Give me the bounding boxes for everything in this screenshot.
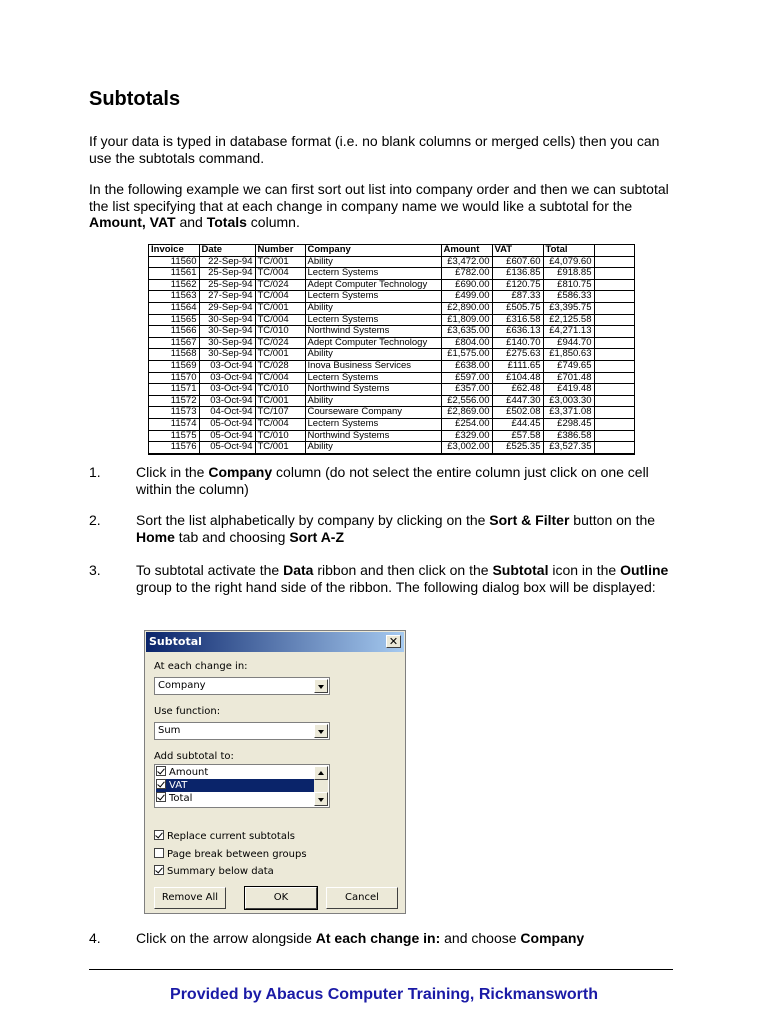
dialog-title: Subtotal (149, 635, 202, 648)
option-label: Page break between groups (167, 849, 307, 860)
table-cell[interactable]: 11563 (170, 290, 197, 302)
step-text (136, 512, 676, 545)
table-cell[interactable]: £3,395.75 (543, 302, 594, 314)
table-cell[interactable]: Lectern Systems (305, 268, 441, 280)
dialog-titlebar[interactable] (146, 632, 404, 652)
table-cell[interactable]: 11569 (170, 360, 197, 371)
option-page-break[interactable] (154, 848, 307, 860)
list-item-label: Amount (169, 767, 209, 778)
empty-cell[interactable] (594, 268, 634, 280)
table-cell[interactable]: £499.00 (441, 291, 492, 303)
table-cell[interactable]: 27-Sep-94 (199, 291, 255, 303)
table-cell[interactable]: £447.30 (492, 395, 543, 407)
table-cell[interactable]: 05-Oct-94 (199, 442, 255, 454)
step-text (136, 930, 676, 947)
example-paragraph (89, 181, 679, 231)
table-cell[interactable]: 25-Sep-94 (199, 268, 255, 280)
table-cell[interactable]: 11566 (170, 325, 197, 337)
at-each-change-select[interactable] (154, 677, 330, 695)
checkbox-checked-icon[interactable] (154, 830, 164, 840)
text-run: and choose (440, 930, 521, 946)
table-cell[interactable]: TC/024 (255, 337, 305, 349)
step-text (136, 562, 676, 595)
use-function-value: Sum (158, 725, 181, 736)
list-item-label: VAT (169, 780, 188, 791)
table-header-row (149, 245, 634, 256)
table-cell[interactable]: 11561 (170, 267, 197, 279)
table-row (149, 407, 634, 419)
table-cell[interactable]: £3,527.35 (543, 442, 594, 454)
table-cell[interactable]: Northwind Systems (305, 430, 441, 442)
table-cell[interactable]: 11565 (170, 314, 197, 325)
text-run: Sort the list alphabetically by company by clicking on the (136, 512, 490, 528)
table-cell[interactable]: £57.58 (492, 430, 543, 442)
table-cell[interactable]: 05-Oct-94 (199, 430, 255, 442)
table-row (149, 384, 634, 396)
table-cell[interactable]: £3,371.08 (543, 407, 594, 419)
checkbox-checked-icon[interactable] (156, 792, 166, 802)
table-cell[interactable]: TC/001 (255, 395, 305, 407)
page-title: Subtotals (89, 88, 181, 110)
text-run: In the following example we can first sort out list into company order and then we can subtotal the list specifying that at each change in company name we would like a subtotal for the (89, 181, 669, 214)
table-row (149, 268, 634, 280)
table-row (149, 256, 634, 268)
cancel-button[interactable]: Cancel (326, 887, 398, 909)
table-cell[interactable]: £111.65 (492, 360, 543, 372)
empty-header-cell (594, 245, 634, 256)
table-cell[interactable]: £505.75 (492, 302, 543, 314)
list-item-label: Total (169, 793, 193, 804)
table-cell[interactable]: £4,271.13 (543, 326, 594, 338)
empty-cell[interactable] (594, 407, 634, 419)
checkbox-checked-icon[interactable] (154, 865, 164, 875)
table-cell[interactable]: Ability (305, 256, 441, 268)
table-cell[interactable]: £918.85 (543, 268, 594, 280)
empty-cell[interactable] (594, 442, 634, 454)
table-cell[interactable]: 11571 (170, 383, 197, 395)
table-cell[interactable]: £3,003.30 (543, 395, 594, 407)
table-cell[interactable]: Ability (305, 302, 441, 314)
table-cell[interactable]: Adept Computer Technology (305, 279, 441, 291)
table-cell[interactable]: Ability (305, 349, 441, 361)
table-cell[interactable]: £810.75 (543, 279, 594, 291)
table-cell[interactable]: 30-Sep-94 (199, 314, 255, 326)
text-run: icon in the (548, 562, 621, 578)
table-cell[interactable]: £4,079.60 (543, 256, 594, 268)
step-number: 2. (89, 512, 101, 528)
table-cell[interactable]: 03-Oct-94 (199, 384, 255, 396)
ok-button[interactable]: OK (245, 887, 317, 909)
table-cell[interactable]: £502.08 (492, 407, 543, 419)
empty-cell[interactable] (594, 395, 634, 407)
table-cell[interactable]: £329.00 (441, 430, 492, 442)
at-each-change-label: At each change in: (154, 661, 248, 672)
text-run: column (do not select the entire column just click on one cell within the column) (136, 464, 649, 497)
table-cell[interactable]: £1,850.63 (543, 349, 594, 361)
table-cell[interactable]: TC/001 (255, 302, 305, 314)
text-run: button on the (569, 512, 656, 528)
table-cell[interactable]: £944.70 (543, 337, 594, 349)
table-cell[interactable]: 11570 (170, 372, 197, 383)
table-row (149, 430, 634, 442)
bold-run: Company (208, 464, 273, 480)
table-cell[interactable]: £3,002.00 (441, 442, 492, 454)
table-row (149, 302, 634, 314)
table-cell[interactable]: 25-Sep-94 (199, 279, 255, 291)
table-cell[interactable]: £44.45 (492, 418, 543, 430)
table-cell[interactable]: £690.00 (441, 279, 492, 291)
table-cell[interactable]: £636.13 (492, 326, 543, 338)
table-cell[interactable]: Lectern Systems (305, 291, 441, 303)
add-subtotal-label: Add subtotal to: (154, 751, 234, 762)
table-cell[interactable]: TC/010 (255, 430, 305, 442)
table-cell[interactable]: Courseware Company (305, 407, 441, 419)
remove-all-button[interactable]: Remove All (154, 887, 226, 909)
empty-cell[interactable] (594, 337, 634, 349)
table-cell[interactable]: 11574 (170, 418, 197, 429)
table-cell[interactable]: 11575 (170, 430, 197, 441)
table-cell[interactable]: £104.48 (492, 372, 543, 384)
table-cell[interactable]: TC/004 (255, 291, 305, 303)
empty-cell[interactable] (594, 430, 634, 442)
table-cell[interactable]: 11567 (170, 337, 197, 348)
table-cell[interactable]: £2,869.00 (441, 407, 492, 419)
use-function-label: Use function: (154, 706, 221, 717)
table-row (149, 442, 634, 454)
table-cell[interactable]: Lectern Systems (305, 418, 441, 430)
table-cell[interactable]: 30-Sep-94 (199, 349, 255, 361)
table-cell[interactable]: TC/004 (255, 314, 305, 326)
table-cell[interactable]: TC/001 (255, 256, 305, 268)
use-function-select[interactable] (154, 722, 330, 740)
table-cell[interactable]: Lectern Systems (305, 314, 441, 326)
table-cell[interactable]: 03-Oct-94 (199, 360, 255, 372)
table-cell[interactable]: £316.58 (492, 314, 543, 326)
table-cell[interactable]: £298.45 (543, 418, 594, 430)
list-item-vat[interactable] (156, 779, 316, 792)
bold-run: At each change in: (315, 930, 441, 946)
column-header: Company (305, 245, 441, 256)
column-header: Amount (441, 245, 492, 256)
table-cell[interactable]: TC/010 (255, 326, 305, 338)
table-cell[interactable]: £140.70 (492, 337, 543, 349)
table-cell[interactable]: 11576 (170, 441, 197, 453)
column-header: Total (543, 245, 594, 256)
option-label: Summary below data (167, 866, 274, 877)
column-header: VAT (492, 245, 543, 256)
table-cell[interactable]: £2,556.00 (441, 395, 492, 407)
table-cell[interactable]: £386.58 (543, 430, 594, 442)
table-cell[interactable]: TC/004 (255, 372, 305, 384)
empty-cell[interactable] (594, 372, 634, 384)
table-cell[interactable]: 29-Sep-94 (199, 302, 255, 314)
table-cell[interactable]: 03-Oct-94 (199, 372, 255, 384)
table-cell[interactable]: 04-Oct-94 (199, 407, 255, 419)
table-cell[interactable]: £419.48 (543, 384, 594, 396)
bold-run: Sort & Filter (489, 512, 570, 528)
table-cell[interactable]: 11564 (170, 302, 197, 313)
chevron-down-icon[interactable] (314, 724, 328, 738)
empty-cell[interactable] (594, 384, 634, 396)
table-row (149, 349, 634, 361)
table-cell[interactable]: £275.63 (492, 349, 543, 361)
table-cell[interactable]: TC/107 (255, 407, 305, 419)
step-number: 1. (89, 464, 101, 480)
table-cell[interactable]: £2,125.58 (543, 314, 594, 326)
table-cell[interactable]: £87.33 (492, 291, 543, 303)
table-cell[interactable]: £638.00 (441, 360, 492, 372)
bold-run: Sort A-Z (289, 528, 345, 545)
footer-divider (89, 969, 673, 970)
table-cell[interactable]: £3,635.00 (441, 326, 492, 338)
table-body (149, 256, 634, 453)
option-summary-below[interactable] (154, 865, 274, 877)
table-cell[interactable]: £701.48 (543, 372, 594, 384)
text-run: Click in the (136, 464, 209, 480)
table-cell[interactable]: TC/001 (255, 442, 305, 454)
table-cell[interactable]: 30-Sep-94 (199, 326, 255, 338)
table-row (149, 418, 634, 430)
bold-run: Data (283, 562, 314, 578)
text-run: and (175, 214, 207, 230)
bold-run: Home (136, 528, 175, 545)
table-cell[interactable]: 11568 (170, 348, 197, 360)
chevron-down-icon[interactable] (314, 679, 328, 693)
table-cell[interactable]: Lectern Systems (305, 372, 441, 384)
table-cell[interactable]: 30-Sep-94 (199, 337, 255, 349)
step-number: 4. (89, 930, 101, 946)
table-cell[interactable]: £607.60 (492, 256, 543, 268)
bold-run: Subtotal (492, 562, 549, 578)
table-cell[interactable]: £2,890.00 (441, 302, 492, 314)
empty-cell[interactable] (594, 256, 634, 268)
bold-run: Totals (206, 214, 247, 230)
table-cell[interactable]: 11573 (170, 406, 197, 418)
bold-run: Outline (620, 562, 669, 578)
table-row (149, 337, 634, 349)
column-header: Number (255, 245, 305, 256)
empty-cell[interactable] (594, 418, 634, 430)
table-cell[interactable]: £749.65 (543, 360, 594, 372)
table-cell[interactable]: £804.00 (441, 337, 492, 349)
table-cell[interactable]: £525.35 (492, 442, 543, 454)
text-run: tab and choosing (174, 528, 290, 545)
step-text (136, 464, 676, 497)
footer-credit: Provided by Abacus Computer Training, Rickmansworth (170, 986, 598, 1003)
bold-run: Company (520, 930, 585, 946)
text-run: ribbon and then click on the (313, 562, 493, 578)
option-label: Replace current subtotals (167, 831, 295, 842)
table-row (149, 395, 634, 407)
scroll-down-icon[interactable] (314, 792, 328, 806)
intro-paragraph: If your data is typed in database format (i.e. no blank columns or merged cells) then you can use the subtotals command. (89, 133, 660, 166)
list-item-total[interactable] (156, 792, 316, 805)
step-number: 3. (89, 562, 101, 578)
option-replace-current[interactable] (154, 830, 295, 842)
table-cell[interactable]: £1,809.00 (441, 314, 492, 326)
table-cell[interactable]: TC/024 (255, 279, 305, 291)
table-cell[interactable]: 11560 (170, 256, 197, 267)
table-cell[interactable]: Ability (305, 395, 441, 407)
bold-run: Amount, VAT (89, 214, 176, 230)
table-cell[interactable]: £120.75 (492, 279, 543, 291)
empty-cell[interactable] (594, 302, 634, 314)
table-cell[interactable]: 05-Oct-94 (199, 418, 255, 430)
table-cell[interactable]: £597.00 (441, 372, 492, 384)
table-cell[interactable]: £357.00 (441, 384, 492, 396)
empty-cell[interactable] (594, 291, 634, 303)
table-cell[interactable]: £136.85 (492, 268, 543, 280)
text-run: To subtotal activate the (136, 562, 284, 578)
empty-cell[interactable] (594, 326, 634, 338)
table-row (149, 360, 634, 372)
list-scrollbar[interactable] (314, 766, 328, 806)
text-run: group to the right hand side of the ribbon. The following dialog box will be displayed: (136, 578, 656, 595)
table-row (149, 279, 634, 291)
table-cell[interactable]: 03-Oct-94 (199, 395, 255, 407)
table-cell[interactable]: Northwind Systems (305, 384, 441, 396)
empty-cell[interactable] (594, 360, 634, 372)
empty-cell[interactable] (594, 349, 634, 361)
table-cell[interactable]: 11572 (170, 395, 197, 406)
table-cell[interactable]: £62.48 (492, 384, 543, 396)
text-run: column. (246, 214, 300, 230)
table-row (149, 314, 634, 326)
table-cell[interactable]: TC/001 (255, 349, 305, 361)
table-cell[interactable]: TC/004 (255, 418, 305, 430)
table-cell[interactable]: Ability (305, 442, 441, 454)
scroll-up-icon[interactable] (314, 766, 328, 780)
table-cell[interactable]: Northwind Systems (305, 326, 441, 338)
table-row (149, 372, 634, 384)
table-cell[interactable]: £3,472.00 (441, 256, 492, 268)
column-header: Date (199, 245, 255, 256)
table-cell[interactable]: TC/004 (255, 268, 305, 280)
empty-cell[interactable] (594, 279, 634, 291)
add-subtotal-list[interactable] (154, 764, 330, 808)
table-cell[interactable]: Inova Business Services (305, 360, 441, 372)
invoice-table (149, 245, 634, 454)
checkbox-checked-icon[interactable] (156, 766, 166, 776)
close-icon[interactable]: ✕ (386, 635, 401, 648)
table-cell[interactable]: TC/028 (255, 360, 305, 372)
table-row (149, 291, 634, 303)
table-cell[interactable]: £782.00 (441, 268, 492, 280)
table-cell[interactable]: 22-Sep-94 (199, 256, 255, 268)
table-row (149, 326, 634, 338)
list-item-amount[interactable] (156, 766, 316, 779)
spreadsheet-example (148, 244, 635, 455)
at-each-change-value: Company (158, 680, 206, 691)
table-cell[interactable]: 11562 (170, 279, 197, 290)
text-run: Click on the arrow alongside (136, 930, 316, 946)
empty-cell[interactable] (594, 314, 634, 326)
column-header: Invoice (149, 245, 199, 256)
table-cell[interactable]: £1,575.00 (441, 349, 492, 361)
table-cell[interactable]: £586.33 (543, 291, 594, 303)
subtotal-dialog (144, 630, 406, 914)
table-cell[interactable]: TC/010 (255, 384, 305, 396)
checkbox-checked-icon[interactable] (156, 779, 166, 789)
table-cell[interactable]: £254.00 (441, 418, 492, 430)
checkbox-unchecked-icon[interactable] (154, 848, 164, 858)
table-cell[interactable]: Adept Computer Technology (305, 337, 441, 349)
